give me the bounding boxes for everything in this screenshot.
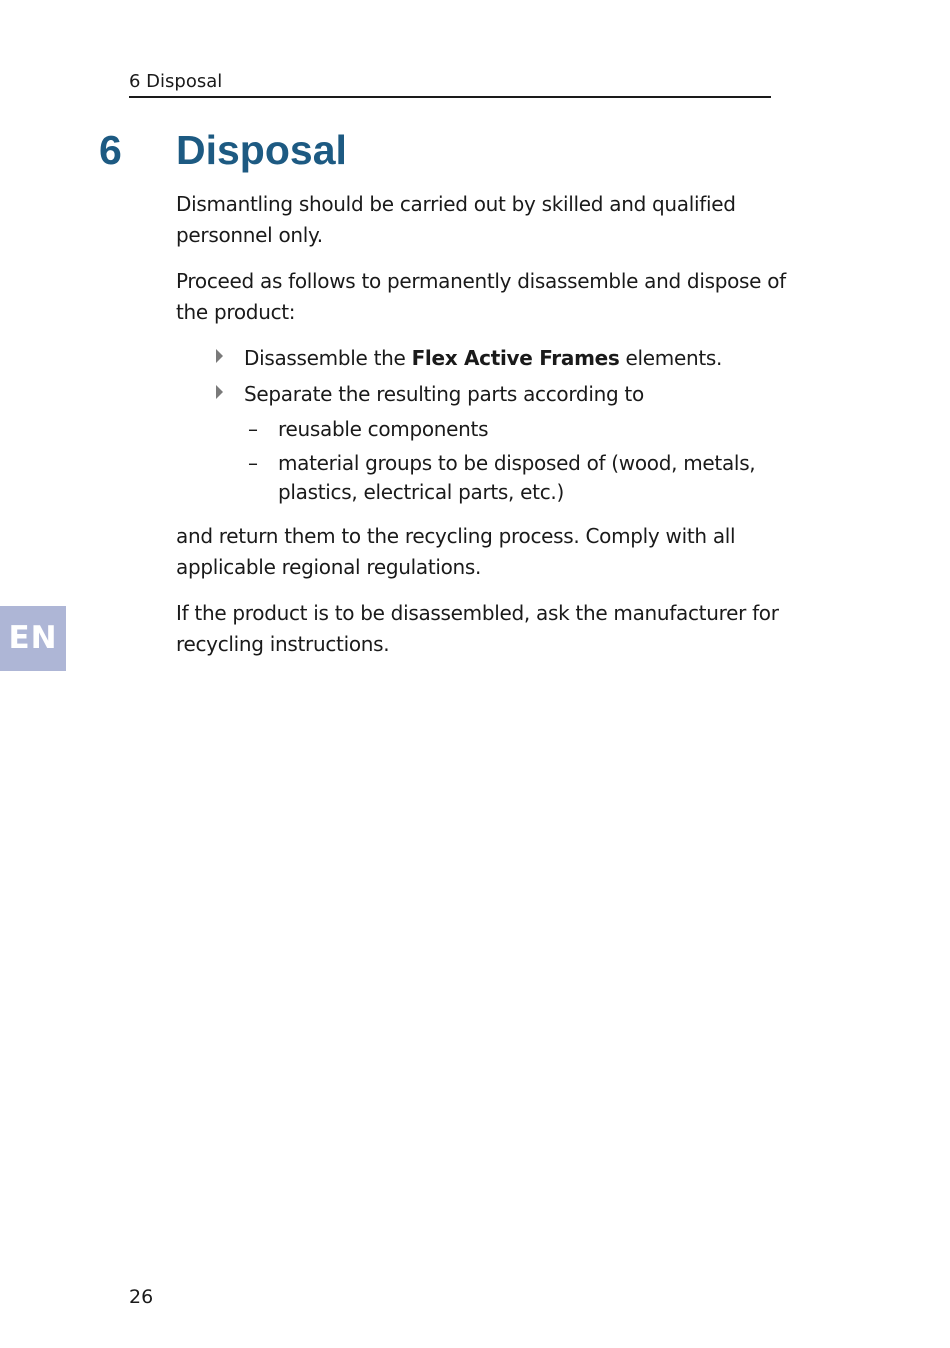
manufacturer-paragraph: If the product is to be disassembled, ask the manufacturer for recycling instructions. [176, 601, 779, 656]
chapter-content [176, 189, 796, 675]
sub-item [248, 449, 796, 507]
intro-paragraph: Dismantling should be carried out by skilled and qualified personnel only. [176, 192, 736, 247]
return-paragraph: and return them to the recycling process. Comply with all applicable regional regulations. [176, 524, 736, 579]
running-header [129, 70, 771, 98]
sub-item [248, 415, 796, 444]
step-item [244, 343, 796, 374]
dash-icon: – [248, 417, 258, 441]
product-name: Flex Active Frames [411, 346, 620, 370]
step-list [176, 343, 796, 507]
step-text: Separate the resulting parts according to [244, 382, 644, 406]
page-number: 26 [129, 1286, 154, 1308]
sub-list [244, 415, 796, 507]
chapter-title: Disposal [176, 127, 347, 173]
sub-item-text: reusable components [278, 417, 489, 441]
running-header-title: 6 Disposal [129, 71, 223, 92]
sub-item-text: material groups to be disposed of (wood, metals, plastics, electrical parts, etc.) [278, 451, 756, 504]
language-tab: EN [0, 606, 66, 671]
triangle-right-icon [216, 349, 223, 363]
step-item [244, 379, 796, 507]
step-text-suffix: elements. [619, 346, 723, 370]
triangle-right-icon [216, 385, 223, 399]
chapter-number: 6 [99, 127, 122, 173]
proceed-paragraph: Proceed as follows to permanently disassemble and dispose of the product: [176, 269, 786, 324]
dash-icon: – [248, 451, 258, 475]
step-text-prefix: Disassemble the [244, 346, 412, 370]
